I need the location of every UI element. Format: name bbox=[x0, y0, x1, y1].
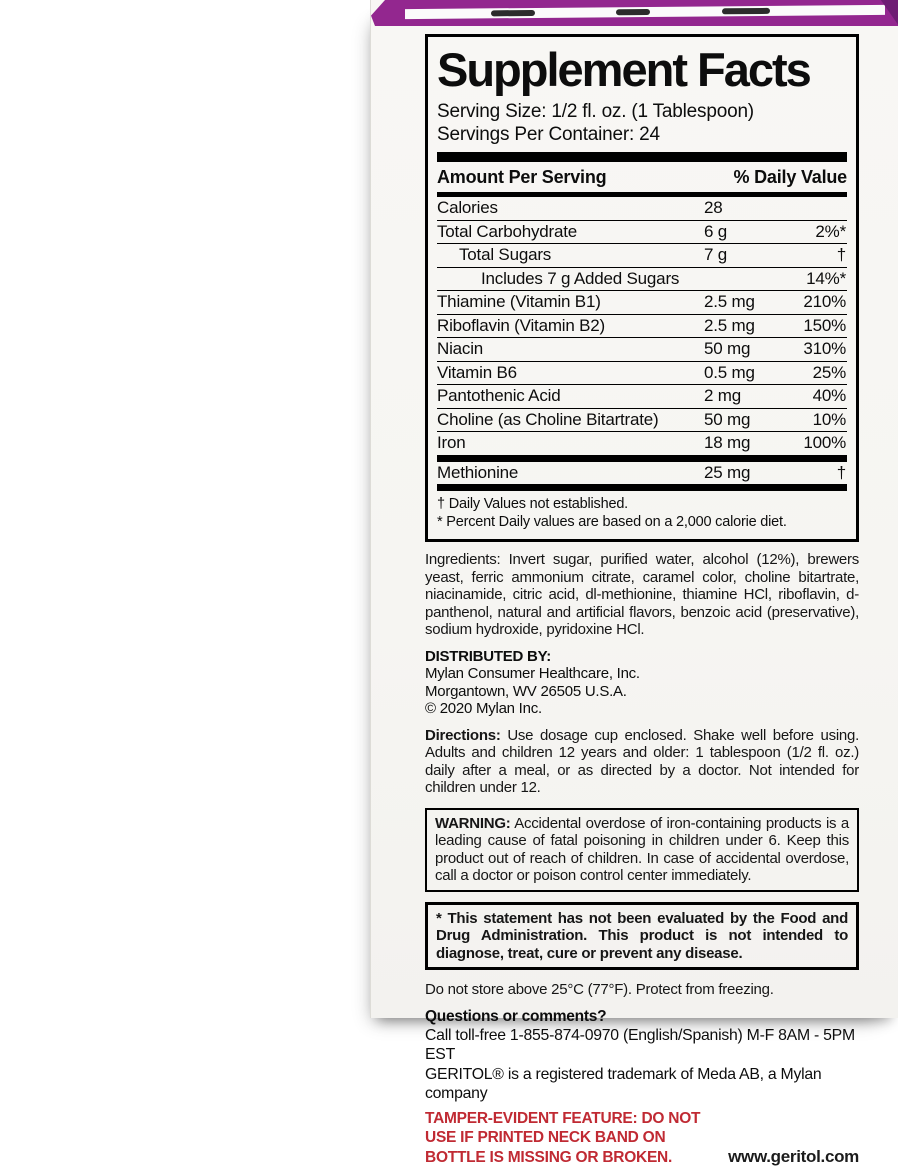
directions-label: Directions: bbox=[425, 727, 501, 744]
product-box bbox=[370, 0, 898, 1018]
distributor-line: Morgantown, WV 26505 U.S.A. bbox=[425, 683, 859, 701]
warning-box bbox=[425, 808, 859, 892]
nutrient-amount: 25 mg bbox=[704, 462, 750, 485]
nutrient-name: Total Sugars bbox=[459, 245, 551, 264]
nutrient-dv: 210% bbox=[803, 291, 846, 314]
box-top-flap-stripe bbox=[405, 5, 885, 19]
directions-text: Use dosage cup enclosed. Shake well before using. Adults and children 12 years and older: 1 tablespoon (1/2 fl. oz.) daily after a meal, or as directed by a doctor. Not intended for children under 12. bbox=[425, 727, 859, 797]
box-front-face bbox=[371, 26, 898, 1018]
table-header bbox=[437, 164, 847, 191]
nutrient-name: Vitamin B6 bbox=[437, 363, 517, 382]
nutrient-dv: † bbox=[837, 244, 846, 267]
trademark-line: GERITOL® is a registered trademark of Meda AB, a Mylan company bbox=[425, 1065, 859, 1104]
contact-label: Questions or comments? bbox=[425, 1007, 859, 1026]
serving-size: Serving Size: 1/2 fl. oz. (1 Tablespoon) bbox=[437, 100, 847, 123]
storage-instructions: Do not store above 25°C (77°F). Protect from freezing. bbox=[425, 981, 859, 999]
nutrient-name: Methionine bbox=[437, 463, 518, 482]
divider-thick bbox=[437, 484, 847, 491]
contact-block bbox=[425, 1007, 859, 1104]
nutrient-dv: † bbox=[837, 462, 846, 485]
nutrient-dv: 10% bbox=[813, 409, 846, 432]
nutrient-name: Iron bbox=[437, 433, 466, 452]
table-row bbox=[437, 361, 847, 385]
table-row bbox=[437, 243, 847, 267]
ingredients-paragraph bbox=[425, 551, 859, 639]
divider-thick bbox=[437, 152, 847, 162]
nutrient-dv: 25% bbox=[813, 362, 846, 385]
panel-title: Supplement Facts bbox=[437, 43, 847, 96]
nutrient-dv: 100% bbox=[803, 432, 846, 455]
distributor-line: Mylan Consumer Healthcare, Inc. bbox=[425, 665, 859, 683]
bottom-row bbox=[425, 1109, 859, 1167]
nutrient-amount: 50 mg bbox=[704, 409, 750, 432]
nutrient-dv: 150% bbox=[803, 315, 846, 338]
nutrient-name: Riboflavin (Vitamin B2) bbox=[437, 316, 605, 335]
nutrient-name: Niacin bbox=[437, 339, 483, 358]
table-row bbox=[437, 314, 847, 338]
nutrient-amount: 28 bbox=[704, 197, 723, 220]
table-row bbox=[437, 290, 847, 314]
distributor-line: © 2020 Mylan Inc. bbox=[425, 700, 859, 718]
nutrient-amount: 6 g bbox=[704, 221, 727, 244]
table-row bbox=[437, 384, 847, 408]
fda-disclaimer-box bbox=[425, 902, 859, 971]
amount-header: Amount Per Serving bbox=[437, 164, 606, 191]
footnote-asterisk: * Percent Daily values are based on a 2,000 calorie diet. bbox=[437, 513, 847, 531]
daily-value-header: % Daily Value bbox=[734, 164, 847, 191]
table-row bbox=[437, 408, 847, 432]
nutrient-name: Pantothenic Acid bbox=[437, 386, 560, 405]
tamper-evident-notice: TAMPER-EVIDENT FEATURE: DO NOT USE IF PRINTED NECK BAND ON BOTTLE IS MISSING OR BROKEN. bbox=[425, 1109, 728, 1167]
nutrient-amount: 2 mg bbox=[704, 385, 741, 408]
nutrient-name: Calories bbox=[437, 198, 498, 217]
footnote-dagger: † Daily Values not established. bbox=[437, 495, 847, 513]
warning-text: Accidental overdose of iron-containing products is a leading cause of fatal poisoning in children under 6. Keep this product out of reach of children. In case of accidental overdose, call a doctor or poison control center immediately. bbox=[435, 815, 849, 885]
contact-phone: Call toll-free 1-855-874-0970 (English/Spanish) M-F 8AM - 5PM EST bbox=[425, 1026, 859, 1065]
nutrient-name: Thiamine (Vitamin B1) bbox=[437, 292, 601, 311]
distributor-block bbox=[425, 648, 859, 718]
nutrient-amount: 2.5 mg bbox=[704, 291, 755, 314]
nutrient-name: Choline (as Choline Bitartrate) bbox=[437, 410, 659, 429]
flap-print-mark bbox=[491, 10, 534, 16]
divider-thick bbox=[437, 455, 847, 462]
table-row bbox=[437, 337, 847, 361]
nutrient-amount: 2.5 mg bbox=[704, 315, 755, 338]
servings-per-container: Servings Per Container: 24 bbox=[437, 123, 847, 146]
nutrient-amount: 50 mg bbox=[704, 338, 750, 361]
nutrient-dv: 40% bbox=[813, 385, 846, 408]
ingredients-text: Invert sugar, purified water, alcohol (12%), brewers yeast, ferric ammonium citrate, caramel color, choline bitartrate, niacinamide, citric acid, dl-methionine, thiamine HCl, riboflavin, d-panthenol, natural and artificial flavors, benzoic acid (preservative), sodium hydroxide, pyridoxine HCl. bbox=[425, 551, 859, 638]
directions-paragraph bbox=[425, 727, 859, 797]
flap-print-mark bbox=[616, 9, 650, 15]
box-top-flap bbox=[371, 0, 898, 26]
nutrient-dv: 2%* bbox=[815, 221, 846, 244]
warning-label: WARNING: bbox=[435, 815, 511, 832]
nutrient-name: Total Carbohydrate bbox=[437, 222, 577, 241]
flap-print-mark bbox=[722, 8, 770, 14]
nutrient-dv: 310% bbox=[803, 338, 846, 361]
table-row bbox=[437, 462, 847, 485]
table-row bbox=[437, 431, 847, 455]
distributor-label: DISTRIBUTED BY: bbox=[425, 648, 859, 666]
supplement-facts-panel bbox=[425, 34, 859, 542]
nutrient-amount: 7 g bbox=[704, 244, 727, 267]
fda-disclaimer-text: * This statement has not been evaluated by the Food and Drug Administration. This product is not intended to diagnose, treat, cure or prevent any disease. bbox=[436, 910, 848, 963]
nutrient-name: Includes 7 g Added Sugars bbox=[481, 269, 679, 288]
table-row bbox=[437, 197, 847, 220]
table-row bbox=[437, 267, 847, 291]
table-row bbox=[437, 220, 847, 244]
nutrient-amount: 0.5 mg bbox=[704, 362, 755, 385]
website-url: www.geritol.com bbox=[728, 1147, 859, 1167]
nutrient-dv: 14%* bbox=[806, 268, 846, 291]
nutrient-amount: 18 mg bbox=[704, 432, 750, 455]
ingredients-label: Ingredients: bbox=[425, 551, 500, 568]
